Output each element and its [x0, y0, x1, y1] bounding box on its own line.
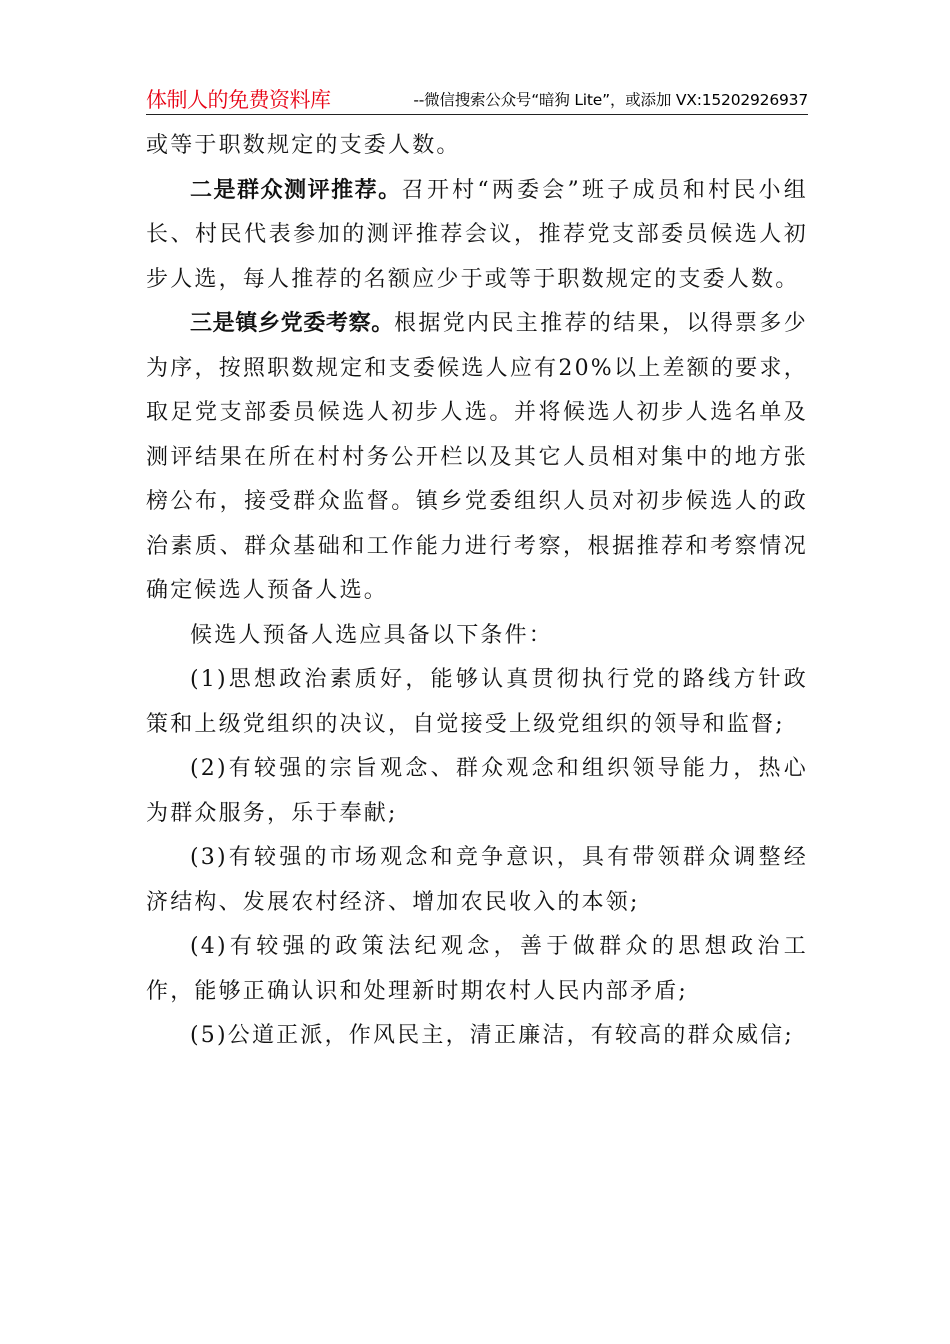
condition-item-3: (3)有较强的市场观念和竞争意识，具有带领群众调整经济结构、发展农村经济、增加农民收入的本领;	[146, 845, 808, 915]
paragraph-lead: 三是镇乡党委考察。	[190, 311, 394, 336]
paragraph-mass-evaluation	[146, 169, 808, 303]
page-header	[146, 78, 808, 115]
condition-item-5: (5)公道正派，作风民主，清正廉洁，有较高的群众威信;	[190, 1023, 794, 1048]
paragraph-text: 召开村“两委会”班子成员和村民小组长、村民代表参加的测评推荐会议，推荐党支部委员候选人初步人选，每人推荐的名额应少于或等于职数规定的支委人数。	[146, 177, 808, 292]
header-brand: 体制人的免费资料库	[146, 88, 331, 112]
condition-item-4: (4)有较强的政策法纪观念，善于做群众的思想政治工作，能够正确认识和处理新时期农村人民内部矛盾;	[146, 934, 808, 1004]
document-body	[146, 124, 808, 1059]
condition-item-1: (1)思想政治素质好，能够认真贯彻执行党的路线方针政策和上级党组织的决议，自觉接受上级党组织的领导和监督;	[146, 667, 808, 737]
paragraph-lead: 二是群众测评推荐。	[190, 177, 402, 203]
condition-item-2: (2)有较强的宗旨观念、群众观念和组织领导能力，热心为群众服务，乐于奉献;	[146, 756, 808, 826]
paragraph-continuation: 或等于职数规定的支委人数。	[146, 133, 461, 158]
paragraph-party-inspection	[146, 302, 808, 614]
paragraph-text: 根据党内民主推荐的结果，以得票多少为序，按照职数规定和支委候选人应有20%以上差额的要求，取足党支部委员候选人初步人选。并将候选人初步人选名单及测评结果在所在村村务公开栏以及其它人员相对集中的地方张榜公布，接受群众监督。镇乡党委组织人员对初步候选人的政治素质、群众基础和工作能力进行考察，根据推荐和考察情况确定候选人预备人选。	[146, 311, 808, 603]
paragraph-conditions-intro: 候选人预备人选应具备以下条件：	[190, 622, 554, 648]
header-tagline: --微信搜索公众号“暗狗 Lite”，或添加 VX:15202926937	[413, 91, 808, 109]
